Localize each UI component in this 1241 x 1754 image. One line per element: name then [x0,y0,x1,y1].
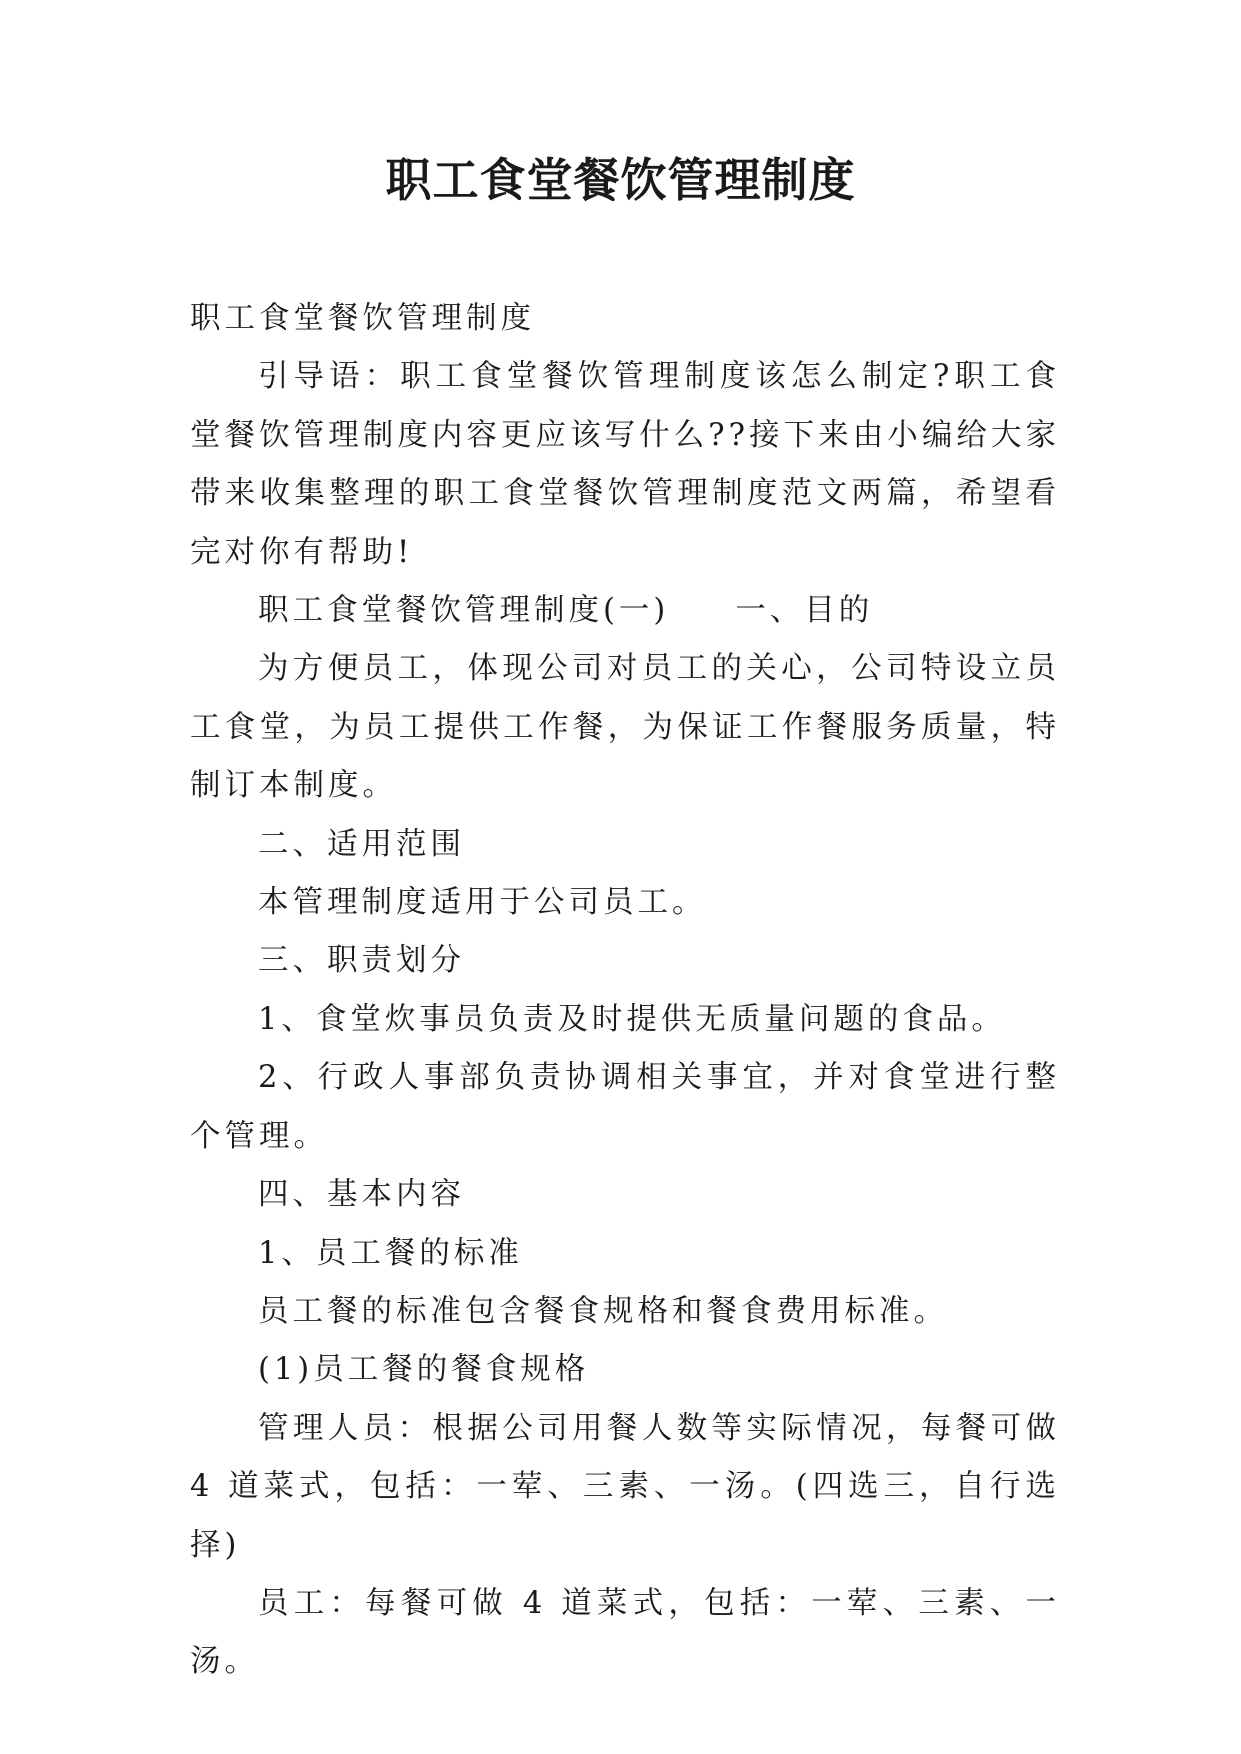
paragraph-intro: 引导语：职工食堂餐饮管理制度该怎么制定?职工食堂餐饮管理制度内容更应该写什么??接下来由小编给大家带来收集整理的职工食堂餐饮管理制度范文两篇，希望看完对你有帮助! [190,359,1060,570]
paragraph-managers: 管理人员：根据公司用餐人数等实际情况，每餐可做 4 道菜式，包括：一荤、三素、一汤。(四选三，自行选择) [190,1410,1060,1563]
paragraph-duty-2: 2、行政人事部负责协调相关事宜，并对食堂进行整个管理。 [190,1060,1060,1154]
page-title: 职工食堂餐饮管理制度 [385,153,856,207]
paragraph-scope: 本管理制度适用于公司员工。 [258,885,707,921]
paragraph-duty-1: 1、食堂炊事员负责及时提供无质量问题的食品。 [258,1001,1006,1037]
section-title-text: 职工食堂餐饮管理制度(一) [258,593,670,629]
paragraph-meal-standard: 员工餐的标准包含餐食规格和餐食费用标准。 [258,1293,948,1329]
document-body [190,290,1060,1692]
paragraph-content-heading: 四、基本内容 [258,1177,465,1213]
paragraph-heading: 职工食堂餐饮管理制度 [190,301,535,336]
paragraph-scope-heading: 二、适用范围 [258,826,465,862]
paragraph-duties-heading: 三、职责划分 [258,943,465,979]
paragraph-meal-spec-heading: (1)员工餐的餐食规格 [258,1352,590,1388]
paragraph-meal-standard-heading: 1、员工餐的标准 [258,1235,523,1271]
section-purpose-heading: 一、目的 [735,593,874,629]
paragraph-employees: 员工：每餐可做 4 道菜式，包括：一荤、三素、一汤。 [190,1585,1060,1680]
paragraph-section-title [190,582,1060,640]
paragraph-purpose: 为方便员工，体现公司对员工的关心，公司特设立员工食堂，为员工提供工作餐，为保证工作餐服务质量，特制订本制度。 [190,651,1060,804]
